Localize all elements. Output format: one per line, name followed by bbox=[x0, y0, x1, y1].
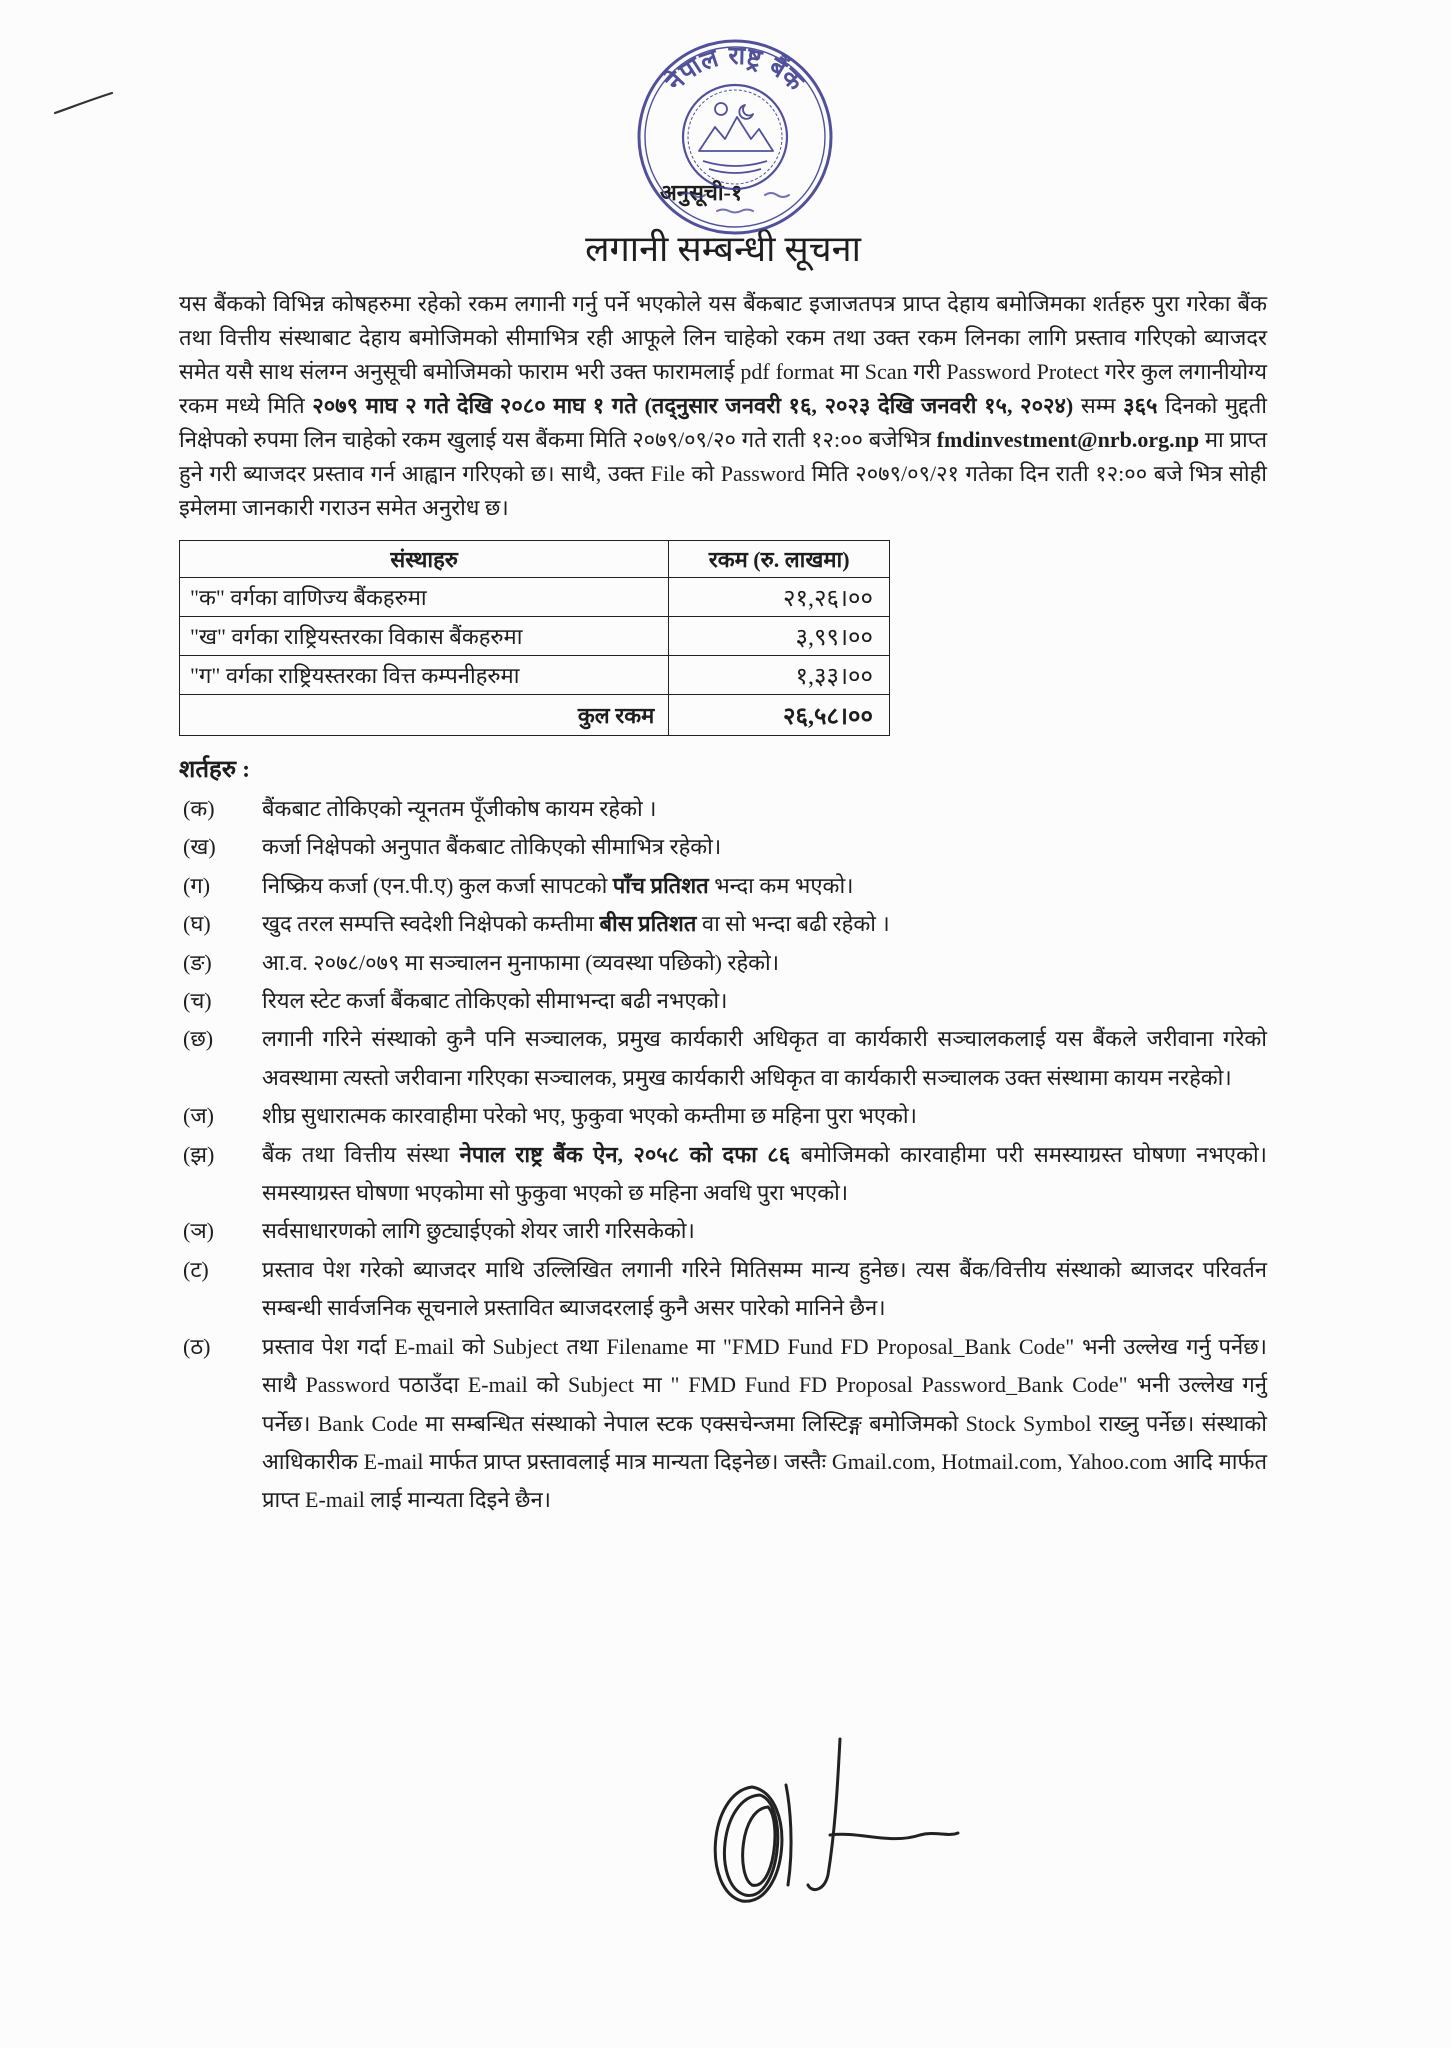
intro-email-bold: fmdinvestment@nrb.org.np bbox=[936, 427, 1200, 452]
page-title: लगानी सम्बन्धी सूचना bbox=[585, 229, 861, 269]
condition-text-part: आ.व. २०७८/०७९ मा सञ्चालन मुनाफामा (व्यवस्था पछिको) रहेको। bbox=[262, 949, 780, 975]
condition-label: (च) bbox=[183, 988, 212, 1014]
condition-item bbox=[179, 905, 1267, 943]
institution-cell: "ख" वर्गका राष्ट्रियस्तरका विकास बैंकहरुमा bbox=[180, 617, 669, 656]
intro-text: मा प्राप्त हुने गरी ब्याजदर प्रस्ताव गर्न आह्वान गरिएको छ। साथै, उक्त File को Password मिति २०७९/०९/२१ गतेका दिन राती १२:०० बजे भित्र सोही इमेलमा जानकारी गराउन समेत अनुरोध छ। bbox=[179, 427, 1267, 520]
condition-item bbox=[179, 1251, 1267, 1328]
condition-label: (क) bbox=[183, 796, 215, 821]
condition-item bbox=[179, 1328, 1267, 1520]
condition-text-part: वा सो भन्दा बढी रहेको । bbox=[696, 911, 890, 937]
condition-label: (झ) bbox=[183, 1141, 215, 1167]
condition-text bbox=[262, 790, 1267, 828]
condition-text bbox=[262, 1136, 1267, 1213]
condition-item bbox=[179, 867, 1267, 905]
condition-label: (ठ) bbox=[183, 1333, 211, 1359]
condition-item bbox=[179, 1212, 1267, 1250]
seal-emblem-icon bbox=[699, 103, 773, 173]
pen-mark bbox=[50, 88, 120, 120]
seal-inner-ring-thin bbox=[688, 90, 782, 184]
table-row bbox=[180, 656, 890, 695]
institution-cell: "क" वर्गका वाणिज्य बैंकहरुमा bbox=[180, 578, 669, 617]
seal-lettering bbox=[659, 41, 811, 98]
condition-text bbox=[262, 828, 1267, 866]
condition-text-bold: पाँच प्रतिशत bbox=[612, 872, 709, 898]
intro-period-bold: २०७९ माघ २ गते देखि २०८० माघ १ गते (तद्नुसार जनवरी १६, २०२३ देखि जनवरी १५, २०२४) bbox=[312, 393, 1074, 418]
amount-cell: २१,२६।०० bbox=[669, 578, 890, 617]
condition-text-part: बमोजिमको कारवाहीमा परी समस्याग्रस्त घोषणा नभएको। समस्याग्रस्त घोषणा भएकोमा सो फुकुवा भएको छ महिना अवधि पुरा भएको। bbox=[262, 1141, 1267, 1206]
annex-label: अनुसूची-१ bbox=[660, 180, 743, 205]
column-header-institutions: संस्थाहरु bbox=[180, 541, 669, 578]
condition-text-part: खुद तरल सम्पत्ति स्वदेशी निक्षेपको कम्तीमा bbox=[262, 911, 600, 937]
seal-lower-ink bbox=[681, 193, 789, 213]
condition-item bbox=[179, 982, 1267, 1020]
condition-item bbox=[179, 1136, 1267, 1213]
total-label-cell: कुल रकम bbox=[180, 695, 669, 736]
condition-label: (घ) bbox=[183, 911, 211, 937]
table-row bbox=[180, 617, 890, 656]
condition-label: (ङ) bbox=[183, 949, 212, 975]
condition-text-part: कर्जा निक्षेपको अनुपात बैंकबाट तोकिएको सीमाभित्र रहेको। bbox=[262, 834, 722, 860]
condition-text-part: बैंकबाट तोकिएको न्यूनतम पूँजीकोष कायम रहेको । bbox=[262, 796, 657, 821]
intro-days-bold: ३६५ bbox=[1123, 393, 1158, 418]
condition-text bbox=[262, 944, 1267, 982]
seal-lettering-path: नेपाल राष्ट्र बैंक bbox=[659, 40, 810, 97]
intro-text: सम्म bbox=[1073, 393, 1124, 418]
condition-label: (ट) bbox=[183, 1256, 209, 1282]
condition-text-part: प्रस्ताव पेश गरेको ब्याजदर माथि उल्लिखित लगानी गरिने मितिसम्म मान्य हुनेछ। त्यस बैंक/वित्तीय संस्थाको ब्याजदर परिवर्तन सम्बन्धी सार्वजनिक सूचनाले प्रस्तावित ब्याजदरलाई कुनै असर पारेको मानिने छैन। bbox=[262, 1256, 1267, 1321]
condition-item bbox=[179, 828, 1267, 866]
condition-text bbox=[262, 1251, 1267, 1328]
total-amount-cell: २६,५८।०० bbox=[669, 695, 890, 736]
condition-item bbox=[179, 790, 1267, 828]
intro-paragraph bbox=[179, 287, 1267, 525]
table-header-row bbox=[180, 541, 890, 578]
condition-label: (ख) bbox=[183, 834, 216, 860]
condition-label: (छ) bbox=[183, 1026, 214, 1052]
condition-item bbox=[179, 1020, 1267, 1097]
table-row bbox=[180, 578, 890, 617]
condition-text-part: बैंक तथा वित्तीय संस्था bbox=[262, 1141, 460, 1167]
column-header-amount: रकम (रु. लाखमा) bbox=[669, 541, 890, 578]
condition-text bbox=[262, 982, 1267, 1020]
amount-cell: १,३३।०० bbox=[669, 656, 890, 695]
signature bbox=[690, 1735, 970, 1910]
condition-text-part: प्रस्ताव पेश गर्दा E-mail को Subject तथा Filename मा "FMD Fund FD Proposal_Bank Code" भनी उल्लेख गर्नु पर्नेछ। साथै Password पठाउँदा E-mail को Subject मा " FMD Fund FD Proposal Password_Bank Code" भनी उल्लेख गर्नु पर्नेछ। Bank Code मा सम्बन्धित संस्थाको नेपाल स्टक एक्सचेन्जमा लिस्टिङ्ग बमोजिमको Stock Symbol राख्नु पर्नेछ। संस्थाको आधिकारीक E-mail मार्फत प्राप्त प्रस्तावलाई मात्र मान्यता दिइनेछ। जस्तैः Gmail.com, Hotmail.com, Yahoo.com आदि मार्फत प्राप्त E-mail लाई मान्यता दिइने छैन। bbox=[262, 1333, 1267, 1513]
condition-text-part: लगानी गरिने संस्थाको कुनै पनि सञ्चालक, प्रमुख कार्यकारी अधिकृत वा कार्यकारी सञ्चालकलाई यस बैंकले जरीवाना गरेको अवस्थामा त्यस्तो जरीवाना गरिएका सञ्चालक, प्रमुख कार्यकारी अधिकृत वा कार्यकारी सञ्चालक उक्त संस्थामा कायम नरहेको। bbox=[262, 1026, 1267, 1090]
condition-text-bold: नेपाल राष्ट्र बैंक ऐन, २०५८ को दफा ८६ bbox=[459, 1141, 791, 1167]
allocation-table bbox=[179, 540, 890, 736]
condition-text bbox=[262, 905, 1267, 943]
condition-text-bold: बीस प्रतिशत bbox=[599, 911, 697, 937]
amount-cell: ३,९९।०० bbox=[669, 617, 890, 656]
condition-text-part: निष्क्रिय कर्जा (एन.पी.ए) कुल कर्जा सापटको bbox=[262, 872, 613, 898]
intro-text: दिनको मुद्दती निक्षेपको रुपमा लिन चाहेको रकम खुलाई यस बैंकमा मिति २०७९/०९/२० गते राती १२:०० बजेभित्र bbox=[179, 393, 1267, 452]
conditions-heading: शर्तहरु : bbox=[179, 757, 251, 783]
condition-label: (ञ) bbox=[183, 1218, 214, 1244]
total-row bbox=[180, 695, 890, 736]
condition-text-part: शीघ्र सुधारात्मक कारवाहीमा परेको भए, फुकुवा भएको कम्तीमा छ महिना पुरा भएको। bbox=[262, 1103, 917, 1129]
condition-label: (ग) bbox=[183, 872, 211, 898]
bank-seal bbox=[633, 35, 837, 239]
condition-text bbox=[262, 1097, 1267, 1135]
condition-text bbox=[262, 1020, 1267, 1097]
condition-text bbox=[262, 1212, 1267, 1250]
institution-cell: "ग" वर्गका राष्ट्रियस्तरका वित्त कम्पनीहरुमा bbox=[180, 656, 669, 695]
condition-text bbox=[262, 867, 1267, 905]
condition-label: (ज) bbox=[183, 1103, 214, 1129]
condition-text bbox=[262, 1328, 1267, 1520]
condition-text-part: भन्दा कम भएको। bbox=[708, 872, 854, 898]
conditions-list bbox=[179, 790, 1267, 1520]
condition-text-part: सर्वसाधारणको लागि छुट्याईएको शेयर जारी गरिसकेको। bbox=[262, 1218, 695, 1244]
condition-item bbox=[179, 1097, 1267, 1135]
condition-text-part: रियल स्टेट कर्जा बैंकबाट तोकिएको सीमाभन्दा बढी नभएको। bbox=[262, 988, 728, 1014]
notice-body bbox=[179, 225, 1267, 1520]
intro-text: यस बैंकको विभिन्न कोषहरुमा रहेको रकम लगानी गर्नु पर्ने भएकोले यस बैंकबाट इजाजतपत्र प्राप्त देहाय बमोजिमका शर्तहरु पुरा गरेका बैंक तथा वित्तीय संस्थाबाट देहाय बमोजिमको सीमाभित्र रही आफूले लिन चाहेको रकम तथा उक्त रकम लिनका लागि प्रस्ताव गरिएको ब्याजदर समेत यसै साथ संलग्न अनुसूची बमोजिमको फाराम भरी उक्त फारामलाई pdf format मा Scan गरी Password Protect गरेर कुल लगानीयोग्य रकम मध्ये मिति bbox=[179, 291, 1267, 418]
condition-item bbox=[179, 944, 1267, 982]
